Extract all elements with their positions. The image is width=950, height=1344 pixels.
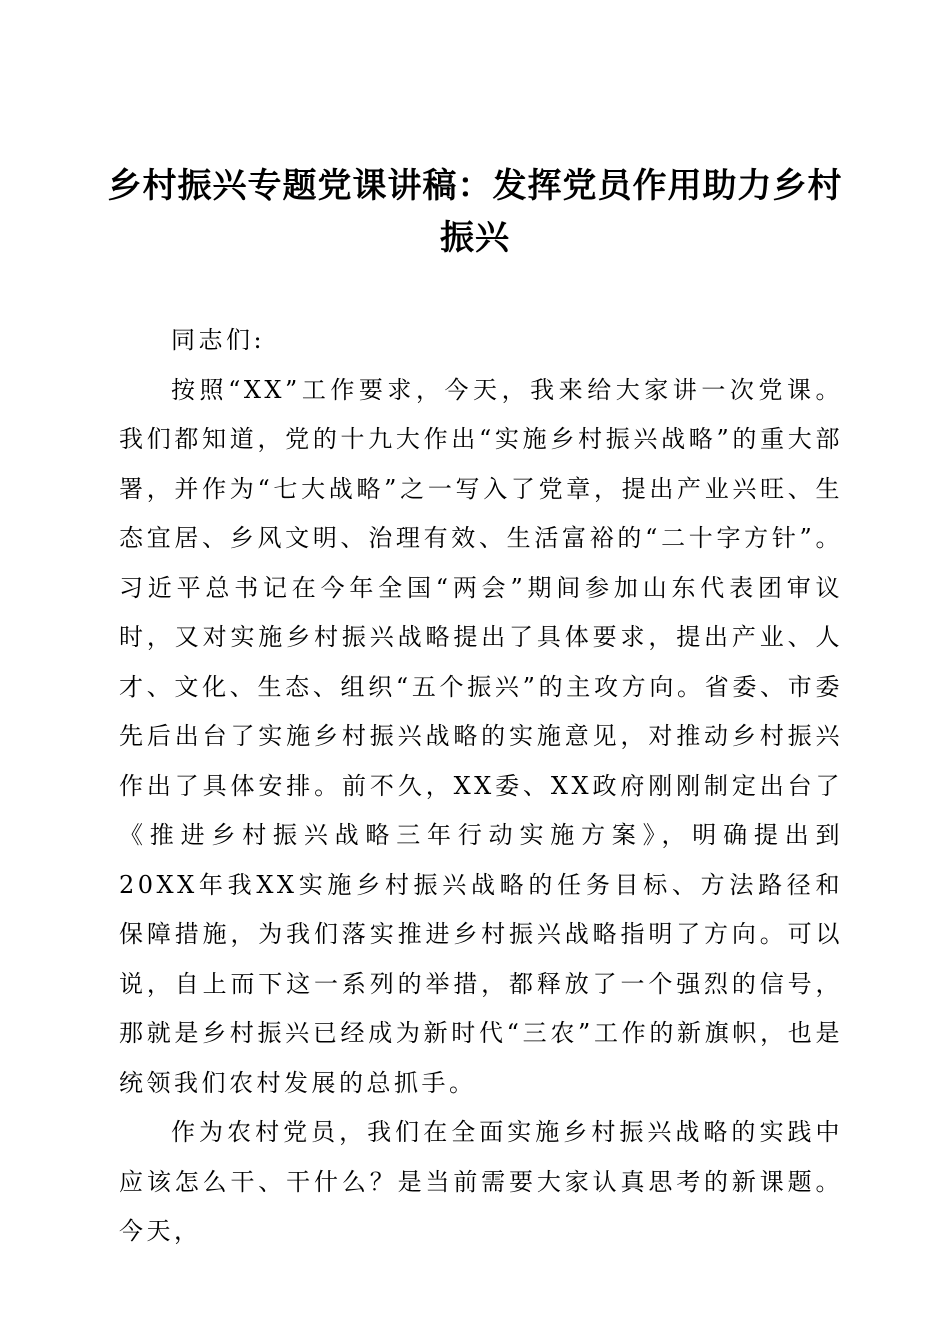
paragraph-2: 作为农村党员，我们在全面实施乡村振兴战略的实践中应该怎么干、干什么？是当前需要大家认真思考的新课题。今天， [119,1118,843,1245]
paragraph-1: 按照“XX”工作要求，今天，我来给大家讲一次党课。我们都知道，党的十九大作出“实施乡村振兴战略”的重大部署，并作为“七大战略”之一写入了党章，提出产业兴旺、生态宜居、乡风文明、治理有效、生活富裕的“二十字方针”。习近平总书记在今年全国“两会”期间参加山东代表团审议时，又对实施乡村振兴战略提出了具体要求，提出产业、人才、文化、生态、组织“五个振兴”的主攻方向。省委、市委先后出台了实施乡村振兴战略的实施意见，对推动乡村振兴作出了具体安排。前不久，XX委、XX政府刚刚制定出台了《推进乡村振兴战略三年行动实施方案》，明确提出到20XX年我XX实施乡村振兴战略的任务目标、方法路径和保障措施，为我们落实推进乡村振兴战略指明了方向。可以说，自上而下这一系列的举措，都释放了一个强烈的信号，那就是乡村振兴已经成为新时代“三农”工作的新旗帜，也是统领我们农村发展的总抓手。 [119,375,843,1097]
document-body [119,316,843,1257]
document-title: 乡村振兴专题党课讲稿：发挥党员作用助力乡村振兴 [107,166,843,258]
salutation: 同志们: [171,326,266,354]
